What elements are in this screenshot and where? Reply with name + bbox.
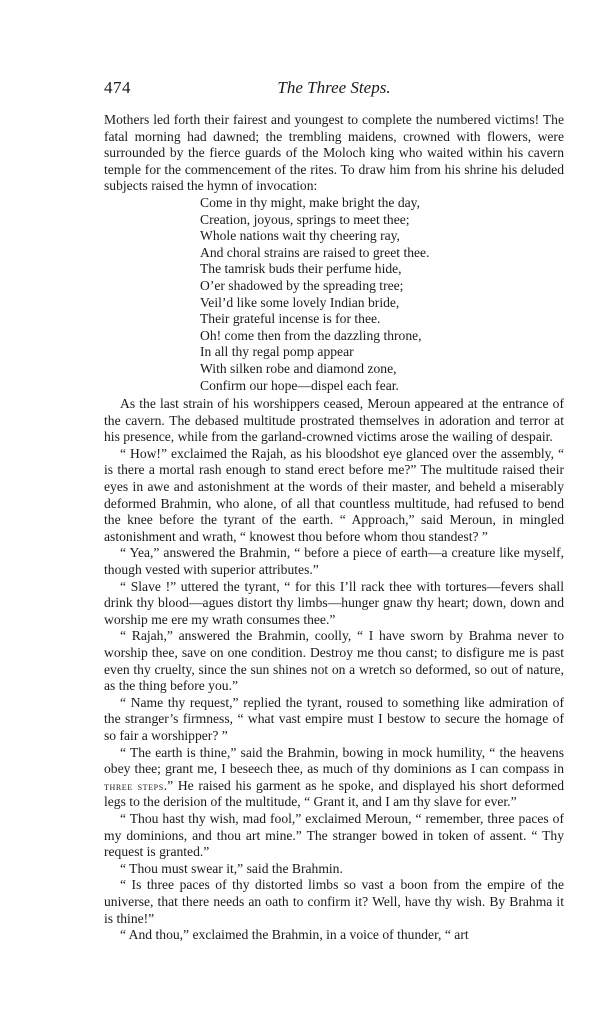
poem-line: Veil’d like some lovely Indian bride, [200, 294, 400, 310]
small-caps-phrase: three steps [104, 778, 164, 793]
poem-line: Creation, joyous, springs to meet thee; [200, 211, 410, 227]
poem-line: With silken robe and diamond zone, [200, 360, 397, 376]
paragraph: “ And thou,” exclaimed the Brahmin, in a voice of thunder, “ art [120, 927, 469, 943]
body-text [104, 112, 564, 944]
paragraph: “ Thou hast thy wish, mad fool,” exclaimed Meroun, “ remember, three paces of my dominions, and thou art mine.” The stranger bowed in token of assent. “ Thy request is granted.” [104, 810, 564, 860]
poem-line: And choral strains are raised to greet thee. [200, 244, 430, 260]
paragraph-text: .” He raised his garment as he spoke, and displayed his short deformed legs to the derision of the multitude, “ Grant it, and I am thy slave for ever.” [104, 777, 564, 810]
paragraph: Mothers led forth their fairest and youngest to complete the numbered victims! The fatal morning had dawned; the trembling maidens, crowned with flowers, were surrounded by the fierce guards of the Moloch king who waited within his cavern temple for the commencement of the rites. To draw him from his shrine his deluded subjects raised the hymn of invocation: [104, 112, 564, 194]
hymn-poem [200, 195, 564, 394]
poem-line: Confirm our hope—dispel each fear. [200, 377, 399, 393]
poem-line: Their grateful incense is for thee. [200, 311, 381, 327]
poem-line: O’er shadowed by the spreading tree; [200, 277, 404, 293]
paragraph: “ Is three paces of thy distorted limbs so vast a boon from the empire of the universe, that there needs an oath to confirm it? Well, have thy wish. By Brahma it is thine!” [104, 877, 564, 926]
poem-line: In all thy regal pomp appear [200, 344, 354, 360]
poem-line: The tamrisk buds their perfume hide, [200, 261, 402, 277]
paragraph [104, 745, 564, 811]
poem-line: Oh! come then from the dazzling throne, [200, 327, 422, 343]
paragraph: “ Name thy request,” replied the tyrant, roused to something like admiration of the stranger’s firmness, “ what vast empire must I bestow to secure the homage of so fair a worshipper? ” [104, 694, 564, 743]
poem-line: Come in thy might, make bright the day, [200, 194, 420, 210]
paragraph: “ Rajah,” answered the Brahmin, coolly, “ I have sworn by Brahma never to worship thee, save on one condition. Destroy me thou canst; to disfigure me is past even thy cruelty, since the sun shines not on a wretch so deformed, so out of nature, as the thing before you.” [104, 628, 564, 694]
poem-line: Whole nations wait thy cheering ray, [200, 228, 400, 244]
paragraph: “ How!” exclaimed the Rajah, as his bloodshot eye glanced over the assembly, “ is there a mortal rash enough to stand erect before me?” The multitude raised their eyes in awe and astonishment at the words of their master, and beheld a miserably deformed Brahmin, who alone, of all that countless multitude, had refused to bend the knee before the tyrant of the earth. “ Approach,” said Meroun, in mingled astonishment and wrath, “ knowest thou before whom thou standest? ” [104, 445, 564, 544]
page-number: 474 [104, 78, 131, 97]
paragraph: “ Yea,” answered the Brahmin, “ before a piece of earth—a creature like myself, though vested with superior attributes.” [104, 545, 564, 578]
running-title: The Three Steps. [277, 78, 391, 97]
paragraph-text: “ The earth is thine,” said the Brahmin, bowing in mock humility, “ the heavens obey thee; grant me, I beseech thee, as much of thy dominions as I can compass in [104, 744, 564, 777]
page-header [104, 78, 564, 100]
paragraph: “ Thou must swear it,” said the Brahmin. [120, 860, 343, 876]
paragraph: “ Slave !” uttered the tyrant, “ for this I’ll rack thee with tortures—fevers shall drink thy blood—agues distort thy limbs—hunger gnaw thy heart; down, down and worship me ere my wrath consumes thee.” [104, 578, 564, 627]
paragraph: As the last strain of his worshippers ceased, Meroun appeared at the entrance of the cavern. The debased multitude prostrated themselves in adoration and terror at his presence, while from the garland-crowned victims arose the wailing of despair. [104, 396, 564, 445]
